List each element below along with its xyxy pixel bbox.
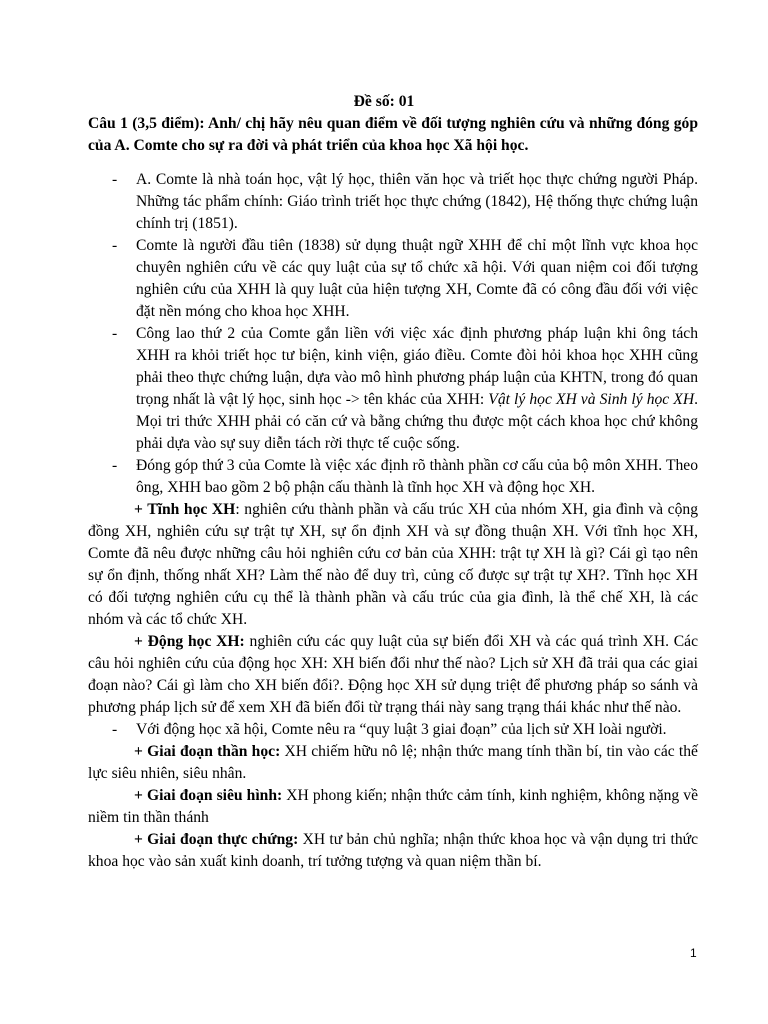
paragraph-dynamic-sociology (88, 631, 698, 719)
bullet-dash: - (112, 237, 118, 254)
stage-label: + Giai đoạn siêu hình: (134, 787, 283, 804)
bullet-text: Công lao thứ 2 của Comte gắn liền với việc xác định phương pháp luận khi ông tách XHH ra khỏi triết học tư biện, kinh viện, giáo điều. Comte đòi hỏi khoa học XHH cũng phải theo thực chứng luận, dựa vào mô hình phương pháp luận của KHTN, trong đó quan trọng nhất là vật lý học, sinh học -> tên khác của XHH: (136, 325, 698, 408)
bullet-dash: - (112, 457, 118, 474)
bullet-text: Với động học xã hội, Comte nêu ra “quy luật 3 giai đoạn” của lịch sử XH loài người. (136, 721, 667, 738)
paragraph-static-sociology (88, 499, 698, 631)
stage-positive (88, 829, 698, 873)
term-label: + Động học XH: (134, 633, 245, 650)
stage-label: + Giai đoạn thực chứng: (134, 831, 299, 848)
bullet-dash: - (112, 171, 118, 188)
bullet-text: Comte là người đầu tiên (1838) sử dụng thuật ngữ XHH để chỉ một lĩnh vực khoa học chuyên nghiên cứu về các quy luật của sự tổ chức xã hội. Với quan niệm coi đối tượng nghiên cứu của XHH là quy luật của hiện tượng XH, Comte đã có công đầu đối với việc đặt nền móng cho khoa học XHH. (136, 237, 698, 320)
stage-theological (88, 741, 698, 785)
stage-text: XH chiếm hữu nô lệ; nhận thức mang tính thần bí, tin vào các thế lực siêu nhiên, siêu nhân. (88, 743, 698, 782)
question-heading: Câu 1 (3,5 điểm): Anh/ chị hãy nêu quan điểm về đối tượng nghiên cứu và những đóng góp của A. Comte cho sự ra đời và phát triển của khoa học Xã hội học. (88, 115, 698, 154)
page-number: 1 (690, 946, 697, 960)
bullet-item (88, 235, 698, 323)
bullet-text: A. Comte là nhà toán học, vật lý học, thiên văn học và triết học thực chứng người Pháp. Những tác phẩm chính: Giáo trình triết học thực chứng (1842), Hệ thống thực chứng luận chính trị (1851). (136, 171, 698, 232)
paragraph-text: nghiên cứu các quy luật của sự biến đổi XH và các quá trình XH. Các câu hỏi nghiên cứu của động học XH: XH biến đổi như thế nào? Lịch sử XH đã trải qua các giai đoạn nào? Cái gì làm cho XH biến đổi?. Động học XH sử dụng triệt để phương pháp so sánh và phương pháp lịch sử để xem XH đã biến đổi từ trạng thái này sang trạng thái khác như thế nào. (88, 633, 698, 716)
italic-term: Vật lý học XH và Sinh lý học XH (488, 391, 695, 408)
bullet-item (88, 719, 698, 741)
bullet-dash: - (112, 721, 118, 738)
stage-label: + Giai đoạn thần học: (134, 743, 281, 760)
bullet-item (88, 169, 698, 235)
exam-title: Đề số: 01 (353, 93, 415, 110)
bullet-item (88, 455, 698, 499)
paragraph-text: : nghiên cứu thành phần và cấu trúc XH của nhóm XH, gia đình và cộng đồng XH, nghiên cứu sự trật tự XH, sự ổn định XH và sự đồng thuận XH. Với tĩnh học XH, Comte đã nêu được những câu hỏi nghiên cứu cơ bản của XHH: trật tự XH là gì? Cái gì tạo nên sự ổn định, thống nhất XH? Làm thế nào để duy trì, củng cố được sự trật tự XH?. Tĩnh học XH có đối tượng nghiên cứu cụ thể là thành phần và cấu trúc của gia đình, là thể chế XH, là các nhóm và các tổ chức XH. (88, 501, 698, 628)
stage-text: XH phong kiến; nhận thức cảm tính, kinh nghiệm, không nặng về niềm tin thần thánh (88, 787, 698, 826)
stage-metaphysical (88, 785, 698, 829)
answer-body (88, 169, 698, 873)
bullet-dash: - (112, 325, 118, 342)
bullet-text: Đóng góp thứ 3 của Comte là việc xác định rõ thành phần cơ cấu của bộ môn XHH. Theo ông, XHH bao gồm 2 bộ phận cấu thành là tĩnh học XH và động học XH. (136, 457, 698, 496)
bullet-item (88, 323, 698, 455)
bullet-text: . Mọi tri thức XHH phải có căn cứ và bằng chứng thu được một cách khoa học chứ không phải dựa vào sự suy diễn tách rời thực tế cuộc sống. (136, 391, 698, 452)
stage-text: XH tư bản chủ nghĩa; nhận thức khoa học và vận dụng tri thức khoa học vào sản xuất kinh doanh, trí tưởng tượng và quan niệm thần bí. (88, 831, 698, 870)
term-label: + Tĩnh học XH (134, 501, 236, 518)
